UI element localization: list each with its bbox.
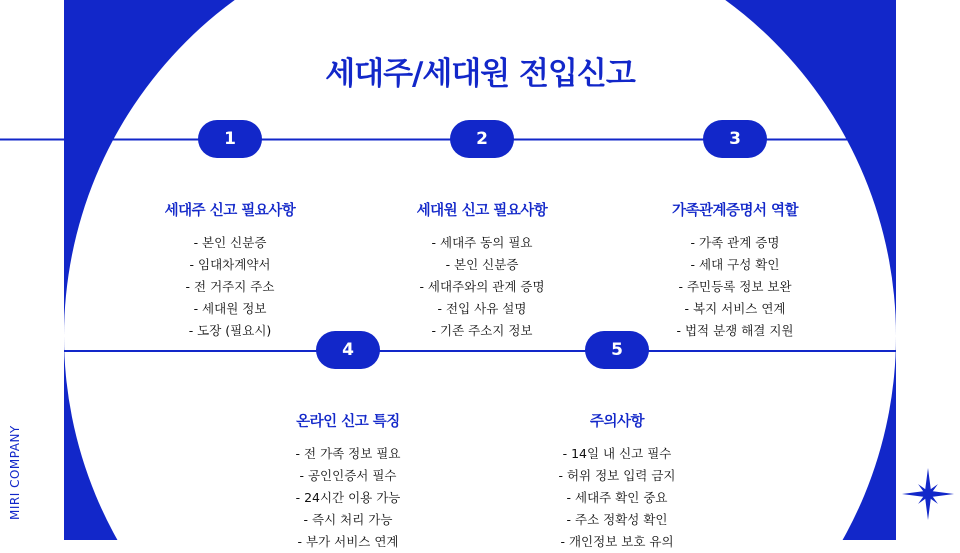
list-item: - 법적 분쟁 해결 지원: [676, 323, 794, 338]
list-item: - 세대 구성 확인: [690, 257, 780, 272]
step-1-list: [105, 232, 355, 342]
list-item: - 본인 신분증: [193, 235, 267, 250]
list-item: - 공인인증서 필수: [299, 468, 397, 483]
list-item: - 부가 서비스 연계: [297, 534, 399, 549]
list-item: - 즉시 처리 가능: [303, 512, 393, 527]
list-item: - 세대원 정보: [193, 301, 267, 316]
step-3-heading: 가족관계증명서 역할: [671, 203, 799, 219]
step-2-heading: 세대원 신고 필요사항: [416, 203, 548, 219]
list-item: - 본인 신분증: [445, 257, 519, 272]
list-item: - 세대주와의 관계 증명: [419, 279, 545, 294]
list-item: - 가족 관계 증명: [690, 235, 780, 250]
list-item: - 24시간 이용 가능: [295, 490, 401, 505]
step-5-list: [492, 443, 742, 553]
slide-title: 세대주/세대원 전입신고: [325, 56, 635, 92]
list-item: - 14일 내 신고 필수: [562, 446, 672, 461]
list-item: - 전 거주지 주소: [185, 279, 275, 294]
step-5-heading: 주의사항: [589, 414, 645, 430]
list-item: - 복지 서비스 연계: [684, 301, 786, 316]
step-5-badge: 5: [585, 331, 649, 369]
step-4-badge: 4: [316, 331, 380, 369]
list-item: - 기존 주소지 정보: [431, 323, 533, 338]
list-item: - 전 가족 정보 필요: [295, 446, 401, 461]
step-2-badge: 2: [450, 120, 514, 158]
step-3-section: [610, 199, 860, 342]
step-1-badge: 1: [198, 120, 262, 158]
step-1-section: [105, 199, 355, 342]
step-3-badge: 3: [703, 120, 767, 158]
step-2-list: [357, 232, 607, 342]
list-item: - 임대차계약서: [189, 257, 271, 272]
step-3-list: [610, 232, 860, 342]
list-item: - 도장 (필요시): [188, 323, 272, 338]
list-item: - 세대주 확인 중요: [566, 490, 668, 505]
sparkle-icon: [900, 466, 956, 522]
step-2-section: [357, 199, 607, 342]
list-item: - 허위 정보 입력 금지: [558, 468, 676, 483]
step-5-section: [492, 410, 742, 553]
step-1-heading: 세대주 신고 필요사항: [164, 203, 296, 219]
step-4-list: [223, 443, 473, 553]
step-4-heading: 온라인 신고 특징: [296, 414, 400, 430]
step-4-section: [223, 410, 473, 553]
list-item: - 주소 정확성 확인: [566, 512, 668, 527]
list-item: - 전입 사유 설명: [437, 301, 527, 316]
brand-label: MIRI COMPANY: [8, 425, 22, 520]
list-item: - 세대주 동의 필요: [431, 235, 533, 250]
list-item: - 주민등록 정보 보완: [678, 279, 792, 294]
list-item: - 개인정보 보호 유의: [560, 534, 674, 549]
